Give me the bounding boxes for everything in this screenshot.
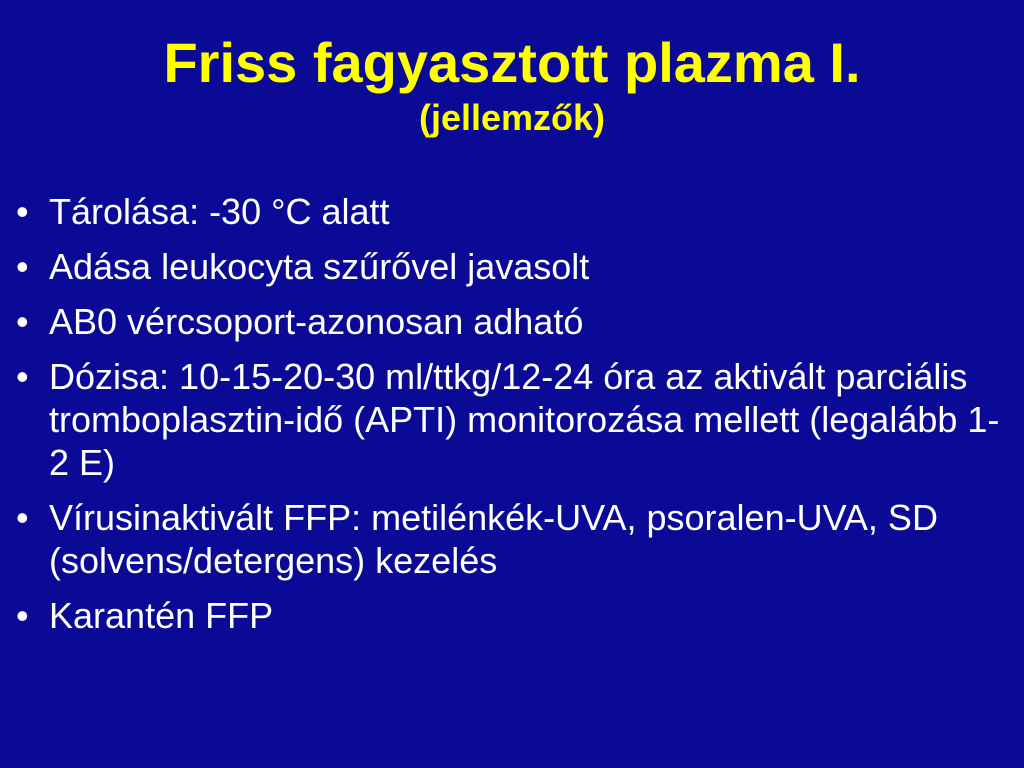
bullet-item [16, 594, 1006, 637]
bullet-item [16, 355, 1006, 484]
bullet-dot-icon: • [16, 497, 29, 538]
bullet-text: Dózisa: 10-15-20-30 ml/ttkg/12-24 óra az aktivált parciális tromboplasztin-idő (APTI) monitorozása mellett (legalább 1-2 E) [49, 356, 1000, 483]
bullet-item [16, 245, 1006, 288]
bullet-text: Tárolása: -30 °C alatt [49, 191, 390, 232]
bullet-text: Adása leukocyta szűrővel javasolt [49, 246, 590, 287]
bullet-text: AB0 vércsoport-azonosan adható [49, 301, 584, 342]
bullet-item [16, 496, 1006, 582]
bullet-item [16, 190, 1006, 233]
bullet-dot-icon: • [16, 246, 29, 287]
bullet-dot-icon: • [16, 301, 29, 342]
bullet-item [16, 300, 1006, 343]
bullet-dot-icon: • [16, 356, 29, 397]
slide-title: Friss fagyasztott plazma I. [163, 31, 861, 94]
bullet-text: Vírusinaktivált FFP: metilénkék-UVA, psoralen-UVA, SD (solvens/detergens) kezelés [49, 497, 938, 581]
bullet-dot-icon: • [16, 595, 29, 636]
bullet-text: Karantén FFP [49, 595, 274, 636]
bullet-dot-icon: • [16, 191, 29, 232]
slide-subtitle: (jellemzők) [418, 97, 606, 138]
title-block [0, 30, 1024, 140]
bullet-list [16, 190, 1006, 649]
